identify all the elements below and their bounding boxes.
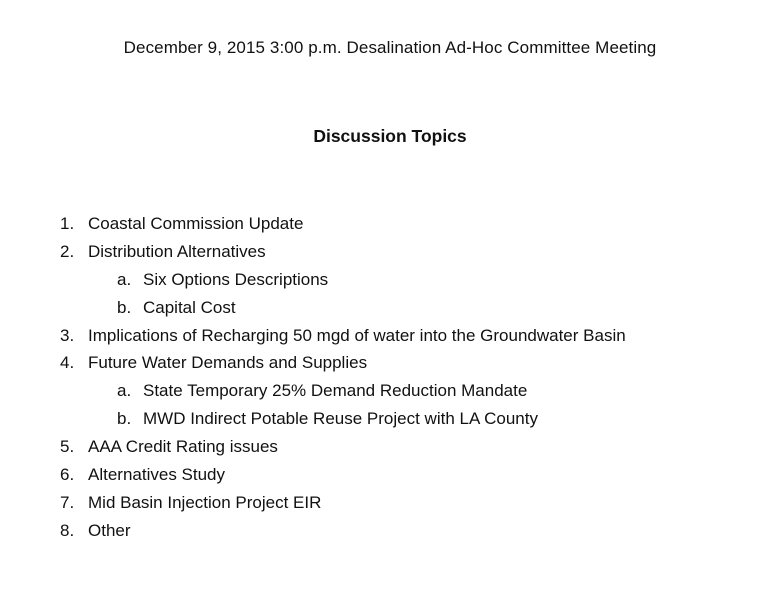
meeting-header: December 9, 2015 3:00 p.m. Desalination Ad-Hoc Committee Meeting: [123, 38, 657, 57]
sub-list-item: [0, 297, 765, 325]
list-item: [0, 492, 765, 520]
sub-list-item: [0, 269, 765, 297]
sub-list-item-letter: a.: [117, 381, 132, 401]
sub-list-item-text: Capital Cost: [143, 297, 236, 317]
discussion-topics-heading: Discussion Topics: [313, 126, 467, 146]
list-item-number: 2.: [60, 241, 75, 261]
sub-list-item: [0, 380, 765, 408]
list-item-text: Alternatives Study: [88, 465, 226, 485]
list-item-text: Coastal Commission Update: [88, 214, 304, 233]
list-item-number: 4.: [60, 353, 75, 373]
list-item-text: AAA Credit Rating issues: [88, 437, 278, 457]
sub-list-item-letter: a.: [117, 269, 132, 289]
list-item-number: 1.: [60, 214, 75, 233]
list-item-text: Mid Basin Injection Project EIR: [88, 492, 322, 512]
list-item-text: Future Water Demands and Supplies: [88, 353, 368, 373]
list-item-number: 7.: [60, 492, 75, 512]
list-item-number: 5.: [60, 437, 75, 457]
sub-list-item-letter: b.: [117, 297, 132, 317]
sub-list-item-text: State Temporary 25% Demand Reduction Mandate: [143, 381, 528, 401]
sub-list-item: [0, 408, 765, 436]
topics-list: [0, 213, 765, 548]
list-item-text: Implications of Recharging 50 mgd of water into the Groundwater Basin: [88, 325, 626, 345]
list-item-text: Other: [88, 520, 131, 540]
list-item-number: 8.: [60, 520, 75, 540]
list-item-text: Distribution Alternatives: [88, 241, 266, 261]
list-item: [0, 464, 765, 492]
list-item: [0, 436, 765, 464]
list-item: [0, 352, 765, 380]
list-item-number: 6.: [60, 465, 75, 485]
list-item-number: 3.: [60, 325, 75, 345]
list-item: [0, 213, 765, 241]
list-item: [0, 325, 765, 353]
sub-list-item-text: MWD Indirect Potable Reuse Project with LA County: [143, 409, 538, 429]
list-item: [0, 520, 765, 548]
sub-list-item-text: Six Options Descriptions: [143, 269, 329, 289]
sub-list-item-letter: b.: [117, 409, 132, 429]
list-item: [0, 241, 765, 269]
